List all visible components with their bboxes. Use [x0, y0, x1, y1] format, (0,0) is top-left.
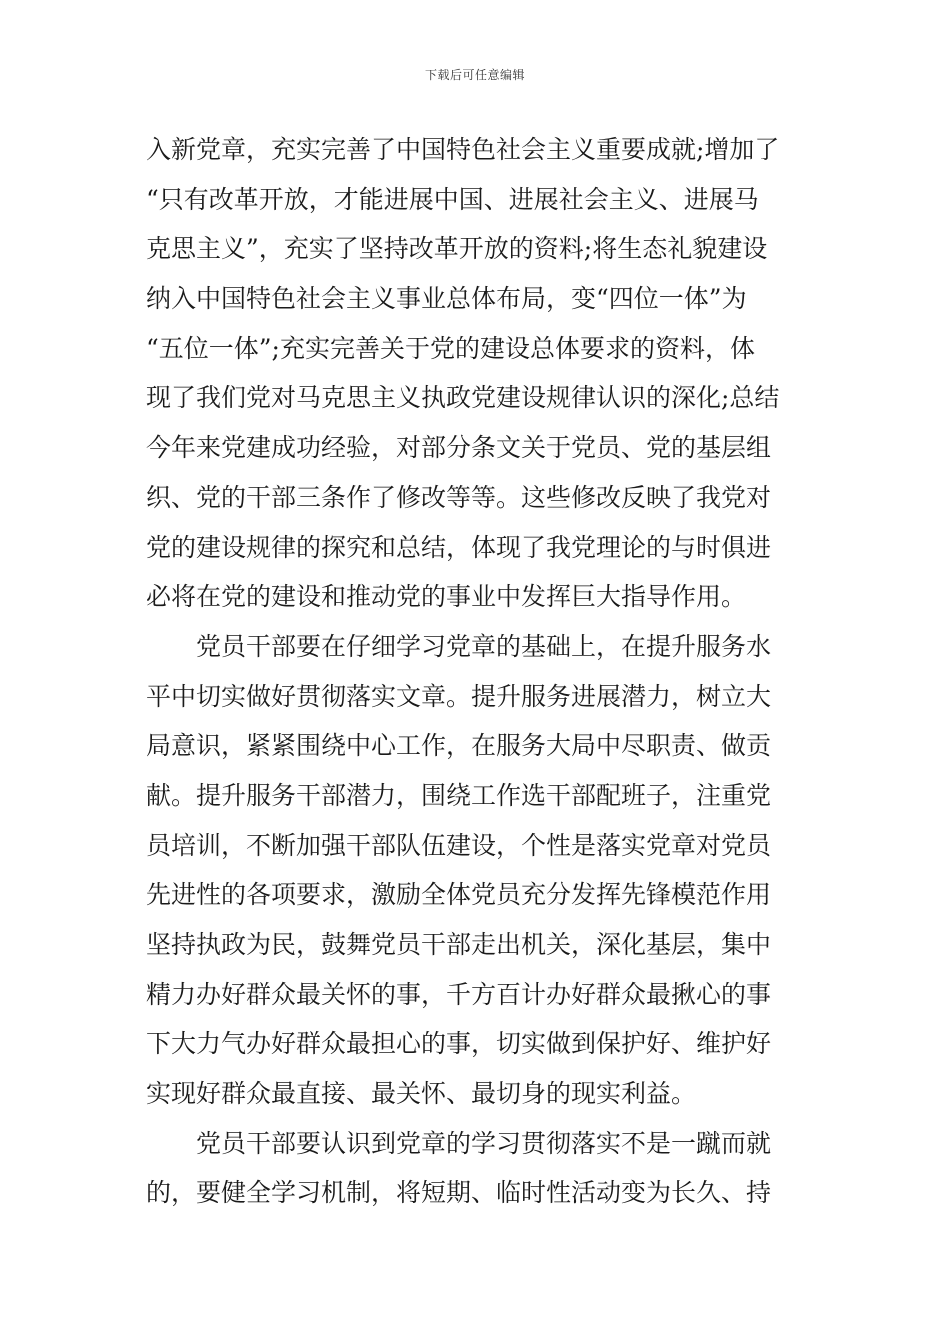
text-line: 克思主义”，充实了坚持改革开放的资料;将生态礼貌建设	[146, 234, 768, 264]
text-line: 党员干部要认识到党章的学习贯彻落实不是一蹴而就	[196, 1128, 772, 1158]
text-line: “五位一体”;充实完善关于党的建设总体要求的资料，体	[146, 333, 755, 363]
page-header: 下载后可任意编辑	[424, 68, 525, 82]
paragraph-3	[146, 1119, 806, 1218]
text-line: 精力办好群众最关怀的事，千方百计办好群众最揪心的事	[146, 979, 772, 1009]
document-body	[146, 125, 806, 1218]
text-line: 的，要健全学习机制，将短期、临时性活动变为长久、持	[146, 1178, 772, 1208]
text-line: 实现好群众最直接、最关怀、最切身的现实利益。	[146, 1079, 697, 1109]
text-line: 现了我们党对马克思主义执政党建设规律认识的深化;总结	[146, 383, 780, 413]
text-line: 入新党章，充实完善了中国特色社会主义重要成就;增加了	[146, 135, 780, 164]
text-line: 今年来党建成功经验，对部分条文关于党员、党的基层组	[146, 433, 772, 463]
text-line: 党的建设规律的探究和总结，体现了我党理论的与时俱进	[146, 532, 772, 562]
paragraph-2	[146, 622, 806, 1119]
text-line: 纳入中国特色社会主义事业总体布局，变“四位一体”为	[146, 284, 747, 314]
text-line: 必将在党的建设和推动党的事业中发挥巨大指导作用。	[146, 582, 747, 612]
text-line: “只有改革开放，才能进展中国、进展社会主义、进展马	[146, 184, 759, 214]
text-line: 先进性的各项要求，激励全体党员充分发挥先锋模范作用	[146, 880, 772, 910]
text-line: 下大力气办好群众最担心的事，切实做到保护好、维护好	[146, 1029, 772, 1059]
text-line: 献。提升服务干部潜力，围绕工作选干部配班子，注重党	[146, 780, 772, 810]
text-line: 党员干部要在仔细学习党章的基础上，在提升服务水	[196, 631, 772, 661]
paragraph-1	[146, 125, 806, 622]
text-line: 织、党的干部三条作了修改等等。这些修改反映了我党对	[146, 482, 772, 512]
text-line: 平中切实做好贯彻落实文章。提升服务进展潜力，树立大	[146, 681, 772, 711]
text-line: 员培训，不断加强干部队伍建设，个性是落实党章对党员	[146, 830, 772, 860]
text-line: 局意识，紧紧围绕中心工作，在服务大局中尽职责、做贡	[146, 731, 772, 761]
text-line: 坚持执政为民，鼓舞党员干部走出机关，深化基层，集中	[146, 930, 772, 959]
